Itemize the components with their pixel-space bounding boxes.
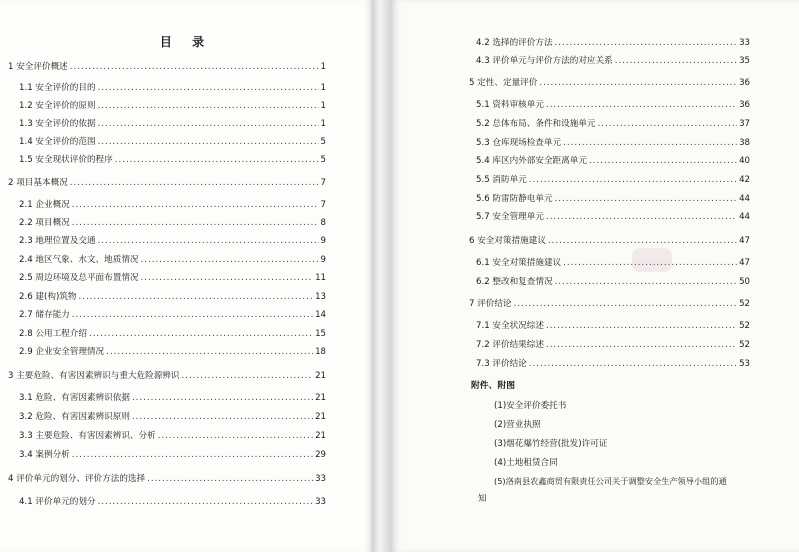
toc-entry[interactable]: 2.5 周边环境及总平面布置情况 ..... 11 — [19, 272, 326, 284]
toc-entry[interactable]: 6.2 整改和复查情况 ..... 50 — [476, 276, 750, 288]
appendix-item[interactable]: (1)安全评价委托书 — [494, 401, 567, 411]
toc-entry[interactable]: 1.1 安全评价的目的 ..... 1 — [19, 82, 326, 94]
toc-entry[interactable]: 4.1 评价单元的划分 ..... 33 — [19, 496, 326, 508]
appendix-item[interactable]: (4)土地租赁合同 — [494, 458, 558, 468]
book-gutter — [372, 0, 391, 552]
toc-entry[interactable]: 5.3 仓库现场检查单元 ..... 38 — [476, 137, 750, 149]
toc-entry[interactable]: 3.1 危险、有害因素辨识依据 ..... 21 — [19, 392, 326, 404]
toc-entry[interactable]: 2.3 地理位置及交通 ..... 9 — [19, 235, 326, 247]
toc-entry[interactable]: 7.2 评价结果综述 ..... 52 — [476, 339, 750, 351]
toc-entry[interactable]: 1.5 安全现状评价的程序 ..... 5 — [19, 154, 326, 166]
toc-entry[interactable]: 3.4 案例分析 ..... 29 — [19, 449, 326, 461]
toc-entry[interactable]: 2.9 企业安全管理情况 ..... 18 — [19, 346, 326, 358]
toc-entry[interactable]: 7 评价结论 ..... 52 — [469, 298, 750, 310]
toc-entry[interactable]: 5.2 总体布局、条件和设施单元 ..... 37 — [476, 118, 750, 130]
toc-entry[interactable]: 1.3 安全评价的依据 ..... 1 — [19, 118, 326, 130]
toc-entry[interactable]: 2 项目基本概况 ..... 7 — [8, 177, 326, 189]
toc-entry[interactable]: 4 评价单元的划分、评价方法的选择 ..... 33 — [8, 473, 326, 485]
toc-entry[interactable]: 2.8 公用工程介绍 ..... 15 — [19, 328, 326, 340]
toc-entry[interactable]: 2.6 建(构)筑物 ..... 13 — [19, 291, 326, 303]
toc-entry[interactable]: 3.3 主要危险、有害因素辨识、分析 ..... 21 — [19, 430, 326, 442]
toc-entry[interactable]: 7.3 评价结论 ..... 53 — [476, 358, 750, 370]
toc-entry[interactable]: 6 安全对策措施建议 ..... 47 — [469, 235, 750, 247]
toc-entry[interactable]: 5.6 防雷防静电单元 ..... 44 — [476, 193, 750, 205]
toc-entry[interactable]: 1 安全评价概述 ..... 1 — [8, 61, 326, 73]
toc-entry[interactable]: 5.7 安全管理单元 ..... 44 — [476, 211, 750, 223]
toc-entry[interactable]: 3.2 危险、有害因素辨识原则 ..... 21 — [19, 411, 326, 423]
appendix-item[interactable]: (2)营业执照 — [494, 420, 541, 430]
toc-entry[interactable]: 2.7 储存能力 ..... 14 — [19, 309, 326, 321]
toc-entry[interactable]: 2.2 项目概况 ..... 8 — [19, 217, 326, 229]
toc-entry[interactable]: 5.5 消防单元 ..... 42 — [476, 174, 750, 186]
toc-entry[interactable]: 6.1 安全对策措施建议 ..... 47 — [476, 257, 750, 269]
toc-entry[interactable]: 5 定性、定量评价 ..... 36 — [469, 77, 750, 89]
toc-entry[interactable]: 7.1 安全状况综述 ..... 52 — [476, 320, 750, 332]
toc-entry[interactable]: 2.1 企业概况 ..... 7 — [19, 199, 326, 211]
page-title: 目 录 — [159, 35, 213, 49]
toc-entry[interactable]: 5.4 库区内外部安全距离单元 ..... 40 — [476, 155, 750, 167]
appendix-item[interactable]: (3)烟花爆竹经营(批发)许可证 — [494, 439, 608, 449]
toc-entry[interactable]: 5.1 资料审核单元 ..... 36 — [476, 99, 750, 111]
toc-entry[interactable]: 4.2 选择的评价方法 ..... 33 — [476, 37, 750, 49]
appendix-item[interactable]: (5)洛南县农鑫商贸有限责任公司关于调整安全生产领导小组的通 — [494, 476, 727, 486]
appendix-title: 附件、附图 — [471, 381, 515, 391]
toc-entry[interactable]: 1.4 安全评价的范围 ..... 5 — [19, 136, 326, 148]
toc-entry[interactable]: 2.4 地区气象、水文、地质情况 ..... 9 — [19, 254, 326, 266]
appendix-item: 知 — [478, 494, 487, 504]
toc-entry[interactable]: 1.2 安全评价的原则 ..... 1 — [19, 100, 326, 112]
toc-entry[interactable]: 3 主要危险、有害因素辨识与重大危险源辨识 ..... 21 — [8, 370, 326, 382]
toc-entry[interactable]: 4.3 评价单元与评价方法的对应关系 ..... 35 — [476, 55, 750, 67]
